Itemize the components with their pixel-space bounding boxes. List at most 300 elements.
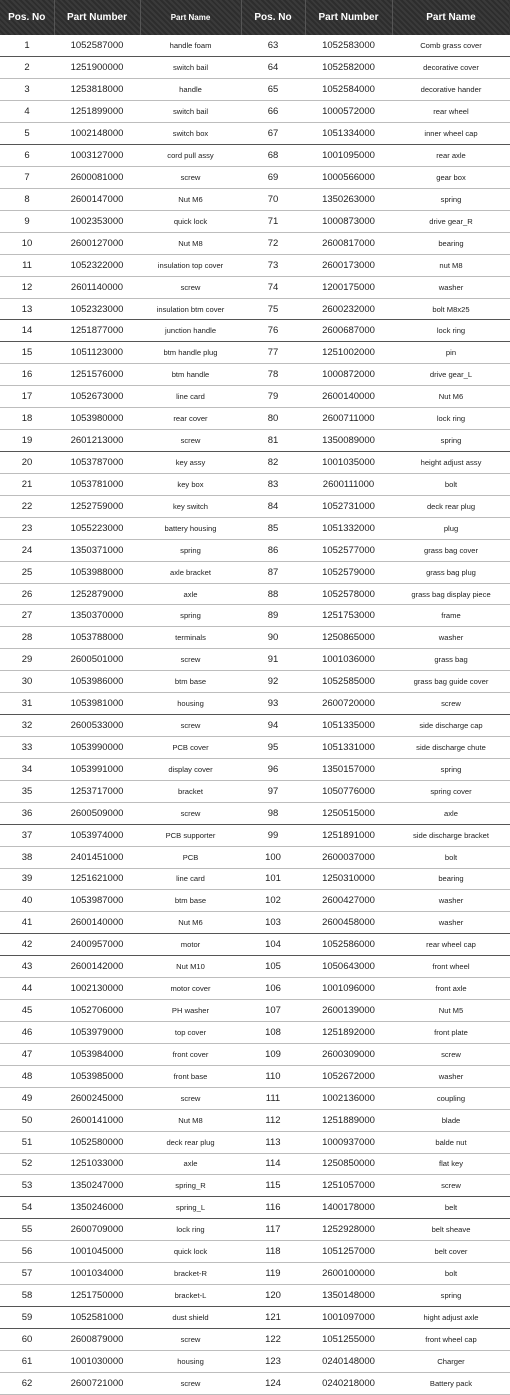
cell-part-number-right: 1050643000 (305, 956, 392, 978)
cell-part-name-right: grass bag plug (392, 561, 510, 583)
cell-pos-no-left: 10 (0, 232, 54, 254)
cell-part-number-left: 1001045000 (54, 1241, 140, 1263)
cell-part-number-right: 1052579000 (305, 561, 392, 583)
cell-part-number-right: 1052585000 (305, 671, 392, 693)
table-row (0, 802, 510, 824)
cell-part-number-left: 2600245000 (54, 1087, 140, 1109)
cell-part-name-left: dust shield (140, 1306, 241, 1328)
cell-part-name-left: btm base (140, 890, 241, 912)
cell-part-name-left: axle bracket (140, 561, 241, 583)
cell-part-number-right: 2600173000 (305, 254, 392, 276)
cell-pos-no-right: 76 (241, 320, 305, 342)
table-row (0, 517, 510, 539)
cell-part-name-left: quick lock (140, 1241, 241, 1263)
cell-part-name-right: belt sheave (392, 1219, 510, 1241)
cell-pos-no-left: 19 (0, 430, 54, 452)
cell-pos-no-left: 27 (0, 605, 54, 627)
cell-part-number-right: 2600037000 (305, 846, 392, 868)
cell-part-name-right: gear box (392, 167, 510, 189)
cell-part-number-right: 1051257000 (305, 1241, 392, 1263)
cell-pos-no-right: 98 (241, 802, 305, 824)
cell-part-name-right: bearing (392, 868, 510, 890)
cell-part-number-left: 1253717000 (54, 780, 140, 802)
table-row (0, 1285, 510, 1307)
cell-part-name-right: front wheel (392, 956, 510, 978)
cell-part-number-right: 2600720000 (305, 693, 392, 715)
table-row (0, 627, 510, 649)
cell-pos-no-left: 45 (0, 1000, 54, 1022)
cell-pos-no-right: 77 (241, 342, 305, 364)
cell-part-name-left: line card (140, 868, 241, 890)
cell-part-number-right: 1052582000 (305, 57, 392, 79)
table-row (0, 364, 510, 386)
cell-part-name-left: switch bail (140, 101, 241, 123)
cell-part-name-right: Comb grass cover (392, 35, 510, 57)
cell-part-name-left: Nut M6 (140, 188, 241, 210)
cell-part-name-left: switch bail (140, 57, 241, 79)
cell-part-name-left: PH washer (140, 1000, 241, 1022)
cell-part-name-right: lock ring (392, 320, 510, 342)
cell-pos-no-left: 51 (0, 1131, 54, 1153)
table-row (0, 430, 510, 452)
table-row (0, 671, 510, 693)
cell-part-name-right: rear wheel cap (392, 934, 510, 956)
cell-part-number-right: 1000872000 (305, 364, 392, 386)
cell-pos-no-left: 4 (0, 101, 54, 123)
cell-part-name-left: screw (140, 167, 241, 189)
cell-pos-no-left: 12 (0, 276, 54, 298)
cell-part-name-left: PCB (140, 846, 241, 868)
cell-part-number-left: 1053980000 (54, 408, 140, 430)
cell-pos-no-right: 108 (241, 1021, 305, 1043)
cell-part-name-right: nut M8 (392, 254, 510, 276)
cell-part-number-left: 1053974000 (54, 824, 140, 846)
cell-pos-no-right: 66 (241, 101, 305, 123)
cell-part-number-left: 1053990000 (54, 737, 140, 759)
cell-pos-no-right: 119 (241, 1263, 305, 1285)
cell-pos-no-right: 112 (241, 1109, 305, 1131)
table-row (0, 342, 510, 364)
cell-part-number-right: 2600111000 (305, 473, 392, 495)
cell-part-name-right: screw (392, 1175, 510, 1197)
cell-part-name-left: btm handle (140, 364, 241, 386)
table-row (0, 1328, 510, 1350)
cell-pos-no-right: 96 (241, 758, 305, 780)
cell-part-number-right: 1052583000 (305, 35, 392, 57)
cell-part-number-right: 1052586000 (305, 934, 392, 956)
cell-pos-no-right: 97 (241, 780, 305, 802)
cell-part-name-right: bolt M8x25 (392, 298, 510, 320)
cell-pos-no-left: 43 (0, 956, 54, 978)
cell-pos-no-left: 50 (0, 1109, 54, 1131)
cell-part-number-right: 1050776000 (305, 780, 392, 802)
cell-part-name-left: display cover (140, 758, 241, 780)
cell-pos-no-right: 107 (241, 1000, 305, 1022)
cell-part-name-left: btm base (140, 671, 241, 693)
cell-part-name-left: axle (140, 583, 241, 605)
cell-pos-no-left: 25 (0, 561, 54, 583)
cell-part-number-right: 1051255000 (305, 1328, 392, 1350)
table-row (0, 1065, 510, 1087)
cell-pos-no-left: 56 (0, 1241, 54, 1263)
cell-part-number-left: 1251750000 (54, 1285, 140, 1307)
cell-part-name-left: motor (140, 934, 241, 956)
cell-part-name-right: inner wheel cap (392, 123, 510, 145)
table-row (0, 298, 510, 320)
cell-part-name-right: Nut M5 (392, 1000, 510, 1022)
cell-part-number-left: 2601140000 (54, 276, 140, 298)
cell-part-number-left: 1053987000 (54, 890, 140, 912)
cell-part-number-left: 1002130000 (54, 978, 140, 1000)
table-row (0, 79, 510, 101)
header-part-number-left: Part Number (54, 0, 140, 35)
cell-part-name-right: axle (392, 802, 510, 824)
cell-pos-no-left: 34 (0, 758, 54, 780)
cell-part-name-left: quick lock (140, 210, 241, 232)
cell-pos-no-left: 5 (0, 123, 54, 145)
cell-part-name-right: blade (392, 1109, 510, 1131)
table-row (0, 934, 510, 956)
cell-pos-no-left: 26 (0, 583, 54, 605)
cell-pos-no-right: 86 (241, 539, 305, 561)
cell-part-name-left: screw (140, 1328, 241, 1350)
cell-part-name-left: insulation top cover (140, 254, 241, 276)
cell-part-number-left: 1053991000 (54, 758, 140, 780)
cell-pos-no-right: 105 (241, 956, 305, 978)
cell-part-name-left: screw (140, 802, 241, 824)
cell-part-name-right: lock ring (392, 408, 510, 430)
cell-pos-no-left: 38 (0, 846, 54, 868)
cell-pos-no-left: 57 (0, 1263, 54, 1285)
cell-part-number-right: 1000566000 (305, 167, 392, 189)
cell-part-name-right: height adjust assy (392, 452, 510, 474)
cell-part-name-right: side discharge chute (392, 737, 510, 759)
table-row (0, 1087, 510, 1109)
cell-part-number-left: 1251900000 (54, 57, 140, 79)
cell-pos-no-left: 31 (0, 693, 54, 715)
table-row (0, 254, 510, 276)
cell-part-number-left: 2600879000 (54, 1328, 140, 1350)
cell-pos-no-right: 92 (241, 671, 305, 693)
cell-part-number-left: 1350247000 (54, 1175, 140, 1197)
cell-pos-no-right: 85 (241, 517, 305, 539)
table-row (0, 320, 510, 342)
cell-part-name-right: grass bag guide cover (392, 671, 510, 693)
cell-part-number-left: 1052580000 (54, 1131, 140, 1153)
cell-part-number-right: 1251891000 (305, 824, 392, 846)
cell-pos-no-right: 101 (241, 868, 305, 890)
cell-part-name-left: spring_R (140, 1175, 241, 1197)
cell-pos-no-right: 124 (241, 1372, 305, 1394)
cell-part-name-left: screw (140, 276, 241, 298)
cell-pos-no-left: 49 (0, 1087, 54, 1109)
cell-part-number-left: 1052581000 (54, 1306, 140, 1328)
cell-part-name-left: bracket-L (140, 1285, 241, 1307)
table-row (0, 868, 510, 890)
table-row (0, 1109, 510, 1131)
cell-part-number-right: 1251889000 (305, 1109, 392, 1131)
cell-part-number-left: 2400957000 (54, 934, 140, 956)
cell-pos-no-left: 23 (0, 517, 54, 539)
table-row (0, 649, 510, 671)
table-row (0, 1043, 510, 1065)
table-row (0, 188, 510, 210)
cell-pos-no-right: 103 (241, 912, 305, 934)
cell-part-name-left: rear cover (140, 408, 241, 430)
cell-pos-no-left: 13 (0, 298, 54, 320)
cell-part-number-left: 1052673000 (54, 386, 140, 408)
cell-part-number-right: 2600687000 (305, 320, 392, 342)
cell-part-number-right: 1350089000 (305, 430, 392, 452)
cell-part-number-right: 1251002000 (305, 342, 392, 364)
cell-pos-no-left: 24 (0, 539, 54, 561)
table-row (0, 386, 510, 408)
table-row (0, 1131, 510, 1153)
cell-part-name-right: drive gear_L (392, 364, 510, 386)
cell-part-name-left: screw (140, 649, 241, 671)
cell-part-number-right: 0240218000 (305, 1372, 392, 1394)
cell-part-number-left: 2600142000 (54, 956, 140, 978)
cell-part-number-left: 2600709000 (54, 1219, 140, 1241)
cell-part-name-left: insulation btm cover (140, 298, 241, 320)
cell-part-number-right: 1251057000 (305, 1175, 392, 1197)
cell-part-name-left: housing (140, 693, 241, 715)
cell-part-number-left: 1002353000 (54, 210, 140, 232)
cell-part-number-right: 1001035000 (305, 452, 392, 474)
cell-part-name-right: belt (392, 1197, 510, 1219)
cell-part-number-left: 1053781000 (54, 473, 140, 495)
cell-part-number-left: 1052706000 (54, 1000, 140, 1022)
cell-pos-no-left: 46 (0, 1021, 54, 1043)
cell-part-number-left: 2600141000 (54, 1109, 140, 1131)
cell-part-number-right: 1000873000 (305, 210, 392, 232)
table-row (0, 35, 510, 57)
cell-pos-no-left: 29 (0, 649, 54, 671)
cell-part-number-left: 1052322000 (54, 254, 140, 276)
cell-pos-no-left: 35 (0, 780, 54, 802)
cell-part-number-left: 1001034000 (54, 1263, 140, 1285)
cell-pos-no-left: 62 (0, 1372, 54, 1394)
table-row (0, 1000, 510, 1022)
cell-pos-no-right: 90 (241, 627, 305, 649)
cell-part-name-right: pin (392, 342, 510, 364)
cell-part-number-left: 1053981000 (54, 693, 140, 715)
cell-pos-no-left: 53 (0, 1175, 54, 1197)
table-row (0, 978, 510, 1000)
cell-part-name-right: drive gear_R (392, 210, 510, 232)
cell-pos-no-right: 84 (241, 495, 305, 517)
cell-pos-no-right: 104 (241, 934, 305, 956)
cell-pos-no-left: 18 (0, 408, 54, 430)
cell-part-number-right: 2600139000 (305, 1000, 392, 1022)
cell-part-number-left: 1350370000 (54, 605, 140, 627)
cell-part-number-left: 2600140000 (54, 912, 140, 934)
cell-part-number-left: 2600509000 (54, 802, 140, 824)
table-row (0, 583, 510, 605)
cell-part-number-left: 1252879000 (54, 583, 140, 605)
cell-pos-no-left: 7 (0, 167, 54, 189)
cell-pos-no-left: 21 (0, 473, 54, 495)
cell-part-number-right: 1250515000 (305, 802, 392, 824)
cell-part-name-right: screw (392, 1043, 510, 1065)
cell-pos-no-right: 68 (241, 145, 305, 167)
cell-pos-no-right: 118 (241, 1241, 305, 1263)
table-row (0, 956, 510, 978)
cell-part-number-left: 1251576000 (54, 364, 140, 386)
table-row (0, 539, 510, 561)
cell-part-number-right: 1052731000 (305, 495, 392, 517)
cell-pos-no-left: 54 (0, 1197, 54, 1219)
cell-part-name-left: spring (140, 605, 241, 627)
cell-part-name-left: Nut M8 (140, 232, 241, 254)
cell-part-name-left: housing (140, 1350, 241, 1372)
table-row (0, 1372, 510, 1394)
cell-part-name-left: screw (140, 1087, 241, 1109)
cell-part-number-right: 1400178000 (305, 1197, 392, 1219)
cell-pos-no-left: 16 (0, 364, 54, 386)
cell-part-name-right: rear axle (392, 145, 510, 167)
cell-part-number-left: 1253818000 (54, 79, 140, 101)
cell-part-name-right: balde nut (392, 1131, 510, 1153)
cell-part-name-right: Nut M6 (392, 386, 510, 408)
cell-pos-no-left: 20 (0, 452, 54, 474)
cell-part-name-right: bolt (392, 1263, 510, 1285)
cell-part-number-right: 1001096000 (305, 978, 392, 1000)
table-row (0, 890, 510, 912)
cell-pos-no-right: 63 (241, 35, 305, 57)
table-row (0, 473, 510, 495)
cell-pos-no-left: 30 (0, 671, 54, 693)
cell-part-number-left: 2600147000 (54, 188, 140, 210)
cell-pos-no-right: 75 (241, 298, 305, 320)
cell-part-name-right: screw (392, 693, 510, 715)
header-pos-no-right: Pos. No (241, 0, 305, 35)
cell-part-name-left: lock ring (140, 1219, 241, 1241)
table-row (0, 1175, 510, 1197)
cell-part-name-right: grass bag cover (392, 539, 510, 561)
cell-part-number-right: 2600100000 (305, 1263, 392, 1285)
table-row (0, 1219, 510, 1241)
cell-part-number-left: 1251899000 (54, 101, 140, 123)
cell-pos-no-right: 64 (241, 57, 305, 79)
cell-pos-no-left: 36 (0, 802, 54, 824)
cell-part-number-right: 1052584000 (305, 79, 392, 101)
cell-part-name-right: Charger (392, 1350, 510, 1372)
cell-pos-no-right: 115 (241, 1175, 305, 1197)
cell-part-name-left: line card (140, 386, 241, 408)
cell-pos-no-right: 79 (241, 386, 305, 408)
cell-part-number-right: 1052577000 (305, 539, 392, 561)
cell-pos-no-left: 39 (0, 868, 54, 890)
cell-part-name-right: plug (392, 517, 510, 539)
cell-part-number-right: 2600309000 (305, 1043, 392, 1065)
cell-pos-no-left: 32 (0, 715, 54, 737)
cell-part-number-left: 1053988000 (54, 561, 140, 583)
table-row (0, 210, 510, 232)
cell-part-name-right: bolt (392, 473, 510, 495)
table-row (0, 167, 510, 189)
cell-part-name-left: deck rear plug (140, 1131, 241, 1153)
cell-pos-no-right: 117 (241, 1219, 305, 1241)
table-row (0, 758, 510, 780)
table-row (0, 693, 510, 715)
cell-pos-no-right: 114 (241, 1153, 305, 1175)
table-row (0, 1021, 510, 1043)
cell-part-name-right: grass bag display piece (392, 583, 510, 605)
cell-part-name-right: front wheel cap (392, 1328, 510, 1350)
cell-part-name-left: Nut M8 (140, 1109, 241, 1131)
cell-part-name-left: btm handle plug (140, 342, 241, 364)
table-row (0, 276, 510, 298)
cell-pos-no-right: 93 (241, 693, 305, 715)
cell-pos-no-left: 8 (0, 188, 54, 210)
cell-part-name-left: terminals (140, 627, 241, 649)
cell-pos-no-left: 3 (0, 79, 54, 101)
cell-part-number-right: 1252928000 (305, 1219, 392, 1241)
cell-part-name-left: bracket (140, 780, 241, 802)
cell-part-number-left: 1052323000 (54, 298, 140, 320)
cell-pos-no-right: 83 (241, 473, 305, 495)
cell-part-number-right: 2600711000 (305, 408, 392, 430)
cell-pos-no-right: 106 (241, 978, 305, 1000)
cell-part-number-right: 1200175000 (305, 276, 392, 298)
cell-part-name-right: washer (392, 890, 510, 912)
cell-pos-no-right: 87 (241, 561, 305, 583)
cell-part-name-left: bracket-R (140, 1263, 241, 1285)
cell-part-number-right: 1250865000 (305, 627, 392, 649)
cell-part-name-right: coupling (392, 1087, 510, 1109)
cell-part-name-left: screw (140, 430, 241, 452)
cell-pos-no-left: 48 (0, 1065, 54, 1087)
cell-part-number-right: 1001097000 (305, 1306, 392, 1328)
cell-pos-no-right: 80 (241, 408, 305, 430)
cell-part-name-left: axle (140, 1153, 241, 1175)
cell-part-name-left: spring_L (140, 1197, 241, 1219)
cell-pos-no-right: 116 (241, 1197, 305, 1219)
cell-pos-no-left: 61 (0, 1350, 54, 1372)
cell-part-number-right: 1350157000 (305, 758, 392, 780)
cell-pos-no-right: 123 (241, 1350, 305, 1372)
cell-part-name-left: screw (140, 1372, 241, 1394)
cell-part-name-left: key assy (140, 452, 241, 474)
cell-part-name-right: side discharge bracket (392, 824, 510, 846)
cell-pos-no-right: 65 (241, 79, 305, 101)
cell-part-number-left: 1053986000 (54, 671, 140, 693)
cell-pos-no-right: 94 (241, 715, 305, 737)
cell-part-name-right: washer (392, 1065, 510, 1087)
cell-part-name-right: bolt (392, 846, 510, 868)
cell-pos-no-right: 113 (241, 1131, 305, 1153)
table-row (0, 495, 510, 517)
cell-part-name-right: decorative cover (392, 57, 510, 79)
cell-pos-no-right: 122 (241, 1328, 305, 1350)
cell-part-number-left: 2600533000 (54, 715, 140, 737)
cell-part-name-right: frame (392, 605, 510, 627)
table-row (0, 452, 510, 474)
table-row (0, 1153, 510, 1175)
header-pos-no-left: Pos. No (0, 0, 54, 35)
cell-pos-no-right: 120 (241, 1285, 305, 1307)
cell-part-number-left: 2600501000 (54, 649, 140, 671)
parts-table-body (0, 35, 510, 1394)
cell-part-name-left: junction handle (140, 320, 241, 342)
cell-part-number-left: 1055223000 (54, 517, 140, 539)
cell-part-number-right: 1251753000 (305, 605, 392, 627)
cell-part-number-left: 2600127000 (54, 232, 140, 254)
cell-part-name-right: washer (392, 276, 510, 298)
cell-part-name-right: flat key (392, 1153, 510, 1175)
cell-pos-no-left: 33 (0, 737, 54, 759)
